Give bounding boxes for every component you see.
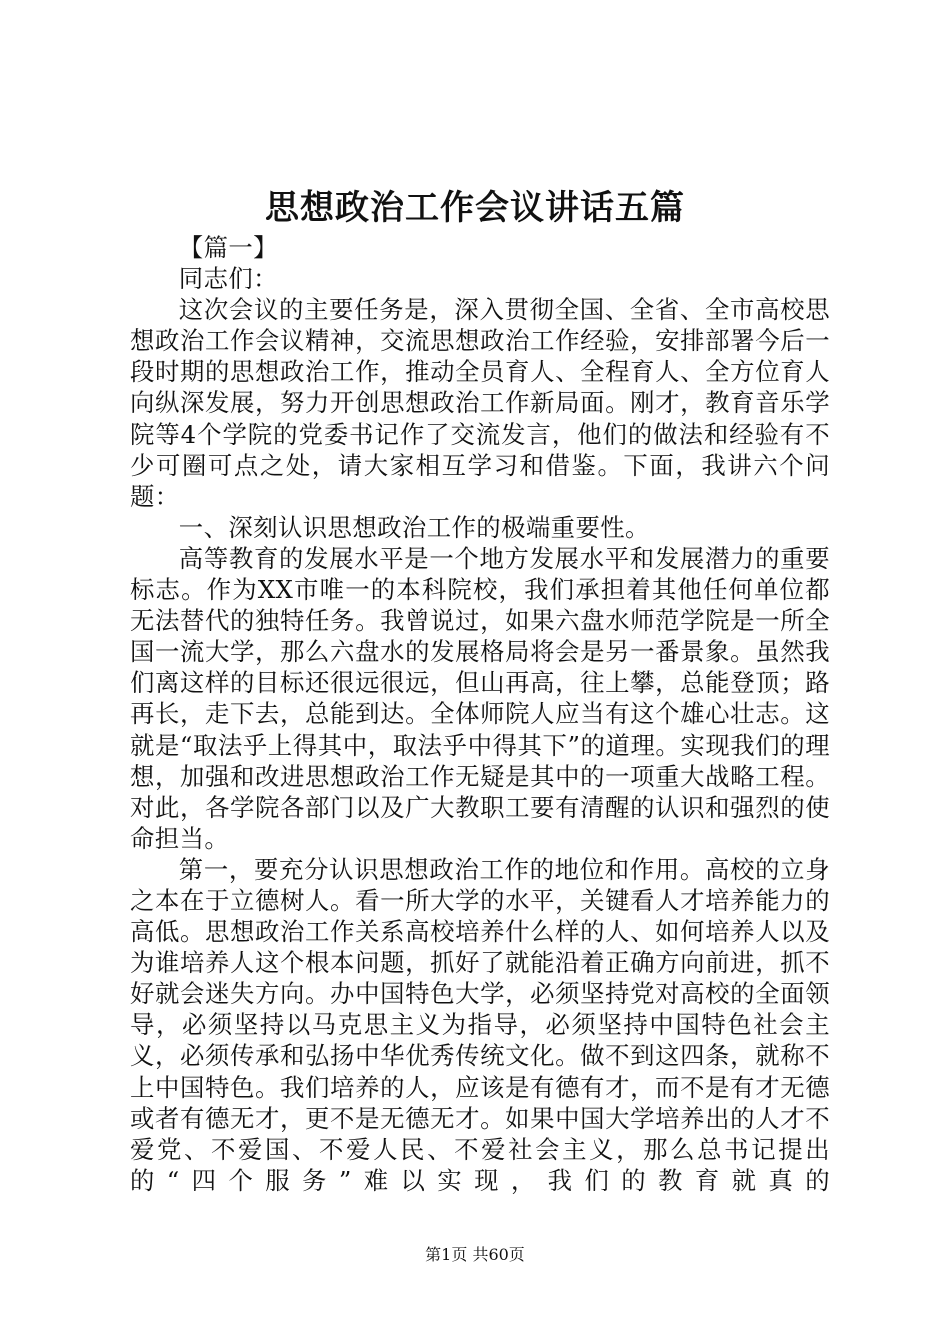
paragraph: 第一，要充分认识思想政治工作的地位和作用。高校的立身之本在于立德树人。看一所大学的水平，关键看人才培养能力的高低。思想政治工作关系高校培养什么样的人、如何培养人以及为谁培养人这个根本问题，抓好了就能沿着正确方向前进，抓不好就会迷失方向。办中国特色大学，必须坚持党对高校的全面领导，必须坚持以马克思主义为指导，必须坚持中国特色社会主义，必须传承和弘扬中华优秀传统文化。做不到这四条，就称不上中国特色。我们培养的人，应该是有德有才，而不是有才无德或者有德无才，更不是无德无才。如果中国大学培养出的人才不爱党、不爱国、不爱人民、不爱社会主义，那么总书记提出的“四个服务”难以实现，我们的教育就真的: [130, 854, 830, 1195]
document-title: 思想政治工作会议讲话五篇: [265, 188, 685, 228]
section-heading: 【篇一】: [178, 233, 278, 262]
document-body: [130, 232, 830, 1196]
salutation: 同志们：: [178, 264, 278, 294]
paragraph: 这次会议的主要任务是，深入贯彻全国、全省、全市高校思想政治工作会议精神，交流思想政治工作经验，安排部署今后一段时期的思想政治工作，推动全员育人、全程育人、全方位育人向纵深发展，努力开创思想政治工作新局面。刚才，教育音乐学院等4个学院的党委书记作了交流发言，他们的做法和经验有不少可圈可点之处，请大家相互学习和借鉴。下面，我讲六个问题：: [130, 295, 830, 511]
section-point-heading: 一、深刻认识思想政治工作的极端重要性。: [178, 512, 650, 542]
paragraph: 高等教育的发展水平是一个地方发展水平和发展潜力的重要标志。作为XX市唯一的本科院校，我们承担着其他任何单位都无法替代的独特任务。我曾说过，如果六盘水师范学院是一所全国一流大学，那么六盘水的发展格局将会是另一番景象。虽然我们离这样的目标还很远很远，但山再高，往上攀，总能登顶；路再长，走下去，总能到达。全体师院人应当有这个雄心壮志。这就是“取法乎上得其中，取法乎中得其下”的道理。实现我们的理想，加强和改进思想政治工作无疑是其中的一项重大战略工程。对此，各学院各部门以及广大教职工要有清醒的认识和强烈的使命担当。: [130, 543, 830, 853]
page-number-footer: 第1页 共60页: [425, 1245, 525, 1264]
